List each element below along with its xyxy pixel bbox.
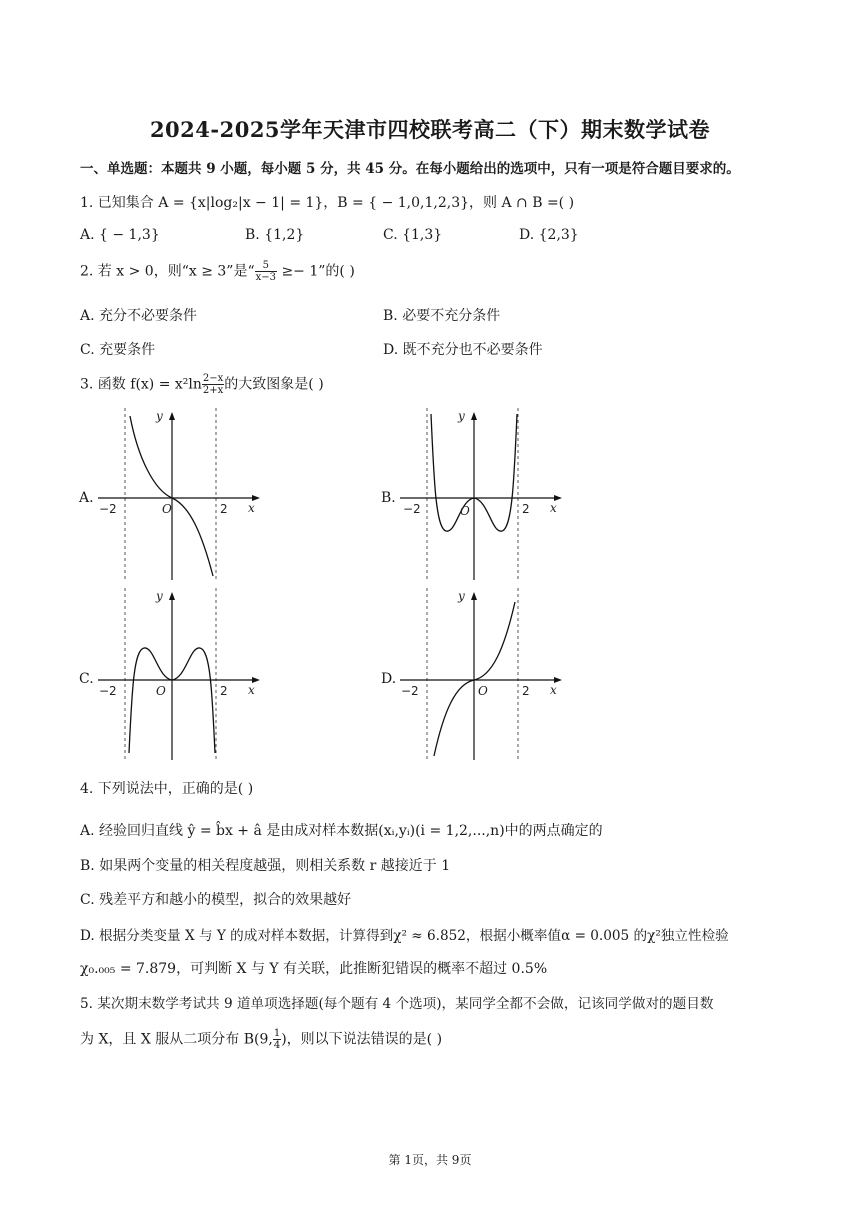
graph-a-svg <box>92 408 264 580</box>
q2-stem-after: ≥− 1”的( ) <box>277 263 355 280</box>
y-label: y <box>156 589 163 603</box>
y-axis-arrow-icon <box>169 592 175 600</box>
origin-label: O <box>460 504 470 518</box>
y-axis-arrow-icon <box>471 412 477 420</box>
q3-frac-den: 2+x <box>202 385 224 396</box>
q3-option-b-label: B. <box>381 490 396 506</box>
q2-stem <box>80 260 355 283</box>
origin-label: O <box>156 684 166 698</box>
page-footer: 第 1页，共 9页 <box>388 1153 472 1167</box>
q3-fraction <box>202 373 224 396</box>
q2-option-a: A. 充分不必要条件 <box>80 308 198 324</box>
q3-frac-num: 2−x <box>202 373 224 384</box>
q3-stem-after: 的大致图象是( ) <box>224 376 324 393</box>
tick-neg-2: −2 <box>401 684 419 698</box>
y-label: y <box>458 589 465 603</box>
q4-option-b: B. 如果两个变量的相关程度越强，则相关系数 r 越接近于 1 <box>80 858 451 874</box>
q5-stem-before: 为 X，且 X 服从二项分布 B(9, <box>80 1031 273 1048</box>
graph-d <box>394 588 566 760</box>
q1-option-a: A. { − 1,3} <box>80 227 160 243</box>
q3-option-d-label: D. <box>381 671 397 687</box>
origin-label: O <box>478 684 488 698</box>
tick-neg-2: −2 <box>403 502 421 516</box>
tick-pos-2: 2 <box>522 684 530 698</box>
graph-a <box>92 408 264 580</box>
tick-pos-2: 2 <box>522 502 530 516</box>
q4-option-d-line1: D. 根据分类变量 X 与 Y 的成对样本数据，计算得到χ² ≈ 6.852，根据小概率值α = 0.005 的χ²独立性检验 <box>80 928 729 944</box>
q2-frac-den: x−3 <box>255 272 276 283</box>
q5-stem-line2 <box>80 1028 442 1051</box>
origin-label: O <box>162 502 172 516</box>
q4-option-a: A. 经验回归直线 ŷ = b̂x + â 是由成对样本数据(xᵢ,yᵢ)(i = 1,2,...,n)中的两点确定的 <box>80 823 603 839</box>
q1-option-c: C. {1,3} <box>383 227 443 243</box>
q2-fraction <box>255 260 277 283</box>
q1-option-d: D. {2,3} <box>519 227 579 243</box>
y-label: y <box>458 409 465 423</box>
y-axis-arrow-icon <box>169 412 175 420</box>
graph-b <box>394 408 566 580</box>
x-label: x <box>248 501 255 515</box>
tick-pos-2: 2 <box>220 684 228 698</box>
q3-option-c-label: C. <box>79 671 94 687</box>
section-header: 一、单选题：本题共 9 小题，每小题 5 分，共 45 分。在每小题给出的选项中，只有一项是符合题目要求的。 <box>80 161 740 177</box>
tick-neg-2: −2 <box>99 684 117 698</box>
tick-pos-2: 2 <box>220 502 228 516</box>
graph-c-svg <box>92 588 264 760</box>
q3-option-a-label: A. <box>79 490 94 506</box>
q1-stem: 1. 已知集合 A = {x|log₂|x − 1| = 1}，B = { − 1,0,1,2,3}，则 A ∩ B =( ) <box>80 195 575 211</box>
q5-stem-after: )，则以下说法错误的是( ) <box>281 1031 443 1048</box>
x-label: x <box>550 683 557 697</box>
q2-frac-num: 5 <box>255 260 277 272</box>
q4-option-c: C. 残差平方和越小的模型，拟合的效果越好 <box>80 892 352 908</box>
q2-option-d: D. 既不充分也不必要条件 <box>383 342 543 358</box>
q3-stem-before: 3. 函数 f(x) = x²ln <box>80 376 202 393</box>
q4-option-d-line2: χ₀.₀₀₅ = 7.879，可判断 X 与 Y 有关联，此推断犯错误的概率不超过 0.5% <box>80 961 548 977</box>
x-label: x <box>248 683 255 697</box>
graph-b-svg <box>394 408 566 580</box>
y-label: y <box>156 409 163 423</box>
q2-option-c: C. 充要条件 <box>80 342 156 358</box>
tick-neg-2: −2 <box>99 502 117 516</box>
q5-frac-num: 1 <box>273 1028 281 1039</box>
q4-stem: 4. 下列说法中，正确的是( ) <box>80 781 254 797</box>
q5-frac-den: 4 <box>273 1040 281 1051</box>
x-label: x <box>550 501 557 515</box>
graph-d-svg <box>394 588 566 760</box>
q5-stem-line1: 5. 某次期末数学考试共 9 道单项选择题(每个题有 4 个选项)，某同学全都不会做，记该同学做对的题目数 <box>80 996 714 1012</box>
q1-option-b: B. {1,2} <box>245 227 305 243</box>
q5-fraction <box>273 1028 281 1051</box>
q3-stem <box>80 373 324 396</box>
graph-c <box>92 588 264 760</box>
q2-option-b: B. 必要不充分条件 <box>383 308 501 324</box>
y-axis-arrow-icon <box>471 592 477 600</box>
q2-stem-before: 2. 若 x > 0，则“x ≥ 3”是“ <box>80 263 255 280</box>
page-title: 2024-2025学年天津市四校联考高二（下）期末数学试卷 <box>149 117 711 142</box>
